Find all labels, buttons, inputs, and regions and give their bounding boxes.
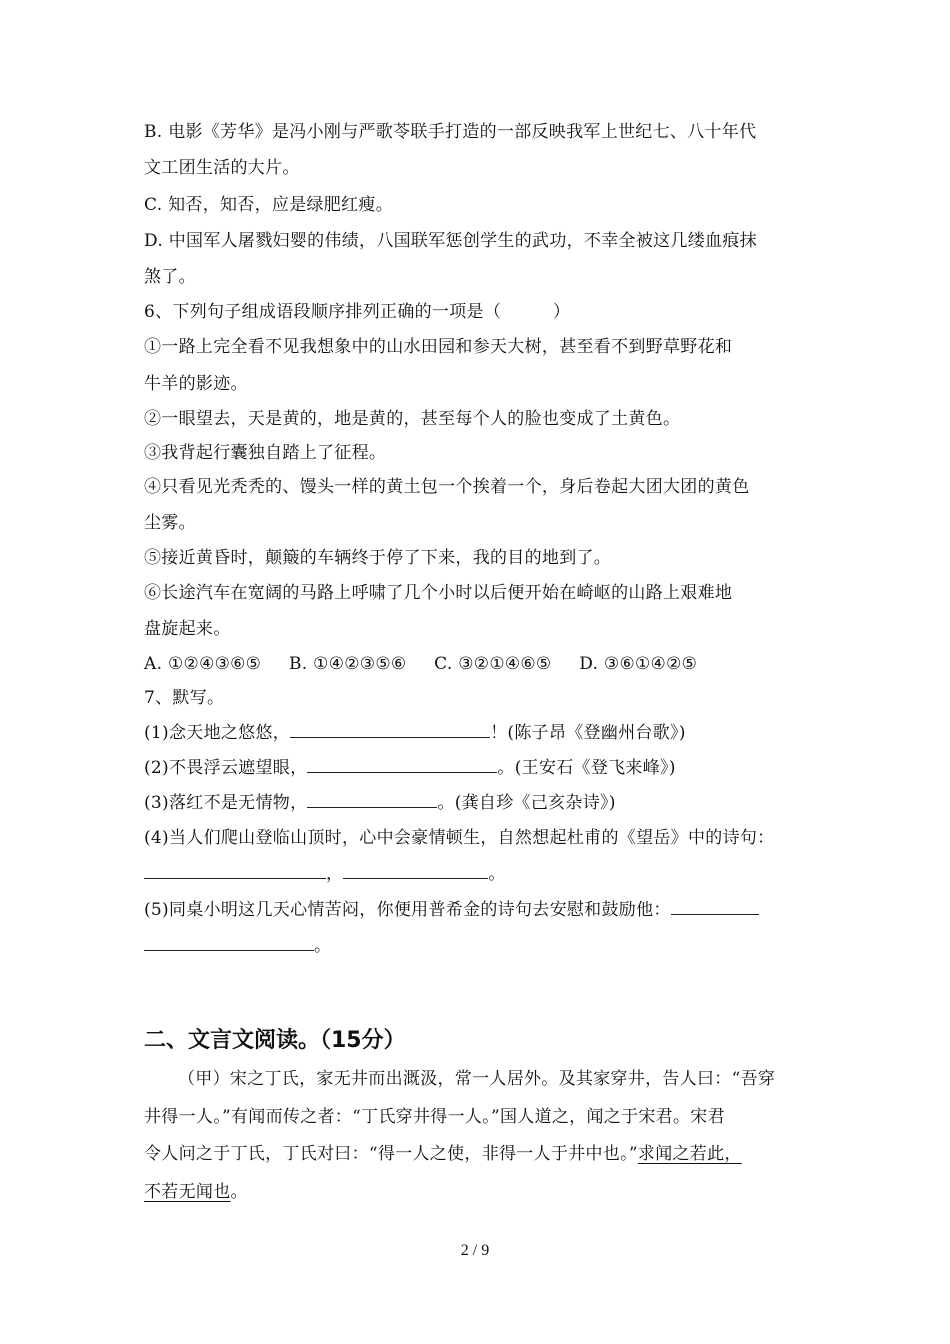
dictation-5	[144, 898, 809, 922]
sentence-1-line-2: 牛羊的影迹。	[144, 374, 248, 394]
dictation-2-blank[interactable]	[307, 756, 497, 773]
dictation-2-prompt: (2)不畏浮云遮望眼，	[144, 758, 308, 778]
dictation-2-source: 。(王安石《登飞来峰》)	[497, 758, 676, 778]
underlined-sentence-part-2: 不若无闻也	[144, 1182, 231, 1202]
dictation-4-answer	[144, 862, 809, 886]
option-c: C. 知否，知否，应是绿肥红瘦。	[144, 195, 394, 215]
option-b-line-2: 文工团生活的大片。	[144, 158, 300, 178]
dictation-3-prompt: (3)落红不是无情物，	[144, 793, 308, 813]
dictation-5-prompt: (5)同桌小明这几天心情苦闷，你便用普希金的诗句去安慰和鼓励他：	[144, 900, 671, 920]
passage-line-3	[144, 1142, 809, 1166]
dictation-2	[144, 756, 809, 780]
dictation-4-blank-1[interactable]	[144, 862, 326, 879]
sentence-6-line-1: ⑥长途汽车在宽阔的马路上呼啸了几个小时以后便开始在崎岖的山路上艰难地	[144, 583, 733, 603]
dictation-3-source: 。(龚自珍《己亥杂诗》)	[437, 793, 616, 813]
option-a[interactable]: A. ①②④③⑥⑤	[144, 654, 262, 674]
option-b-line-1: B. 电影《芳华》是冯小刚与严歌苓联手打造的一部反映我军上世纪七、八十年代	[144, 122, 757, 142]
dictation-4: (4)当人们爬山登临山顶时，心中会豪情顿生，自然想起杜甫的《望岳》中的诗句：	[144, 828, 775, 848]
passage-line-4	[144, 1180, 809, 1204]
sentence-1-line-1: ①一路上完全看不见我想象中的山水田园和参天大树，甚至看不到野草野花和	[144, 337, 733, 357]
section-2-title: 二、文言文阅读。（15分）	[144, 1028, 406, 1053]
dictation-4-blank-2[interactable]	[343, 862, 488, 879]
option-b[interactable]: B. ①④②③⑤⑥	[288, 654, 407, 674]
dictation-4-end: 。	[488, 864, 506, 884]
option-d-line-2: 煞了。	[144, 267, 196, 287]
dictation-1-blank[interactable]	[290, 721, 490, 738]
sentence-5: ⑤接近黄昏时，颠簸的车辆终于停了下来，我的目的地到了。	[144, 548, 612, 568]
passage-line-3-text: 令人问之于丁氏，丁氏对曰：“得一人之使，非得一人于井中也。”	[144, 1144, 638, 1164]
dictation-1	[144, 721, 809, 745]
dictation-5-answer	[144, 934, 809, 958]
page-number: 2 / 9	[460, 1242, 490, 1259]
sentence-4-line-1: ④只看见光秃秃的、馒头一样的黄土包一个挨着一个，身后卷起大团大团的黄色	[144, 477, 750, 497]
dictation-5-end: 。	[314, 936, 332, 956]
passage-line-2: 井得一人。”有闻而传之者：“丁氏穿井得一人。”国人道之，闻之于宋君。宋君	[144, 1107, 725, 1127]
dictation-1-source: ！(陈子昂《登幽州台歌》)	[490, 723, 686, 743]
dictation-1-prompt: (1)念天地之悠悠，	[144, 723, 291, 743]
sentence-4-line-2: 尘雾。	[144, 513, 196, 533]
option-d-line-1: D. 中国军人屠戮妇婴的伟绩，八国联军惩创学生的武功，不幸全被这几缕血痕抹	[144, 231, 757, 251]
underlined-sentence-part-1: 求闻之若此，	[637, 1144, 742, 1164]
dictation-5-blank-1[interactable]	[671, 898, 759, 915]
dictation-4-comma: ，	[326, 864, 344, 884]
sentence-6-line-2: 盘旋起来。	[144, 619, 231, 639]
dictation-3-blank[interactable]	[307, 791, 437, 808]
dictation-3	[144, 791, 809, 815]
sentence-3: ③我背起行囊独自踏上了征程。	[144, 443, 387, 463]
question-6-options	[144, 652, 809, 676]
sentence-2: ②一眼望去，天是黄的，地是黄的，甚至每个人的脸也变成了土黄色。	[144, 409, 681, 429]
question-7-stem: 7、默写。	[144, 688, 225, 708]
passage-line-4-end: 。	[230, 1182, 248, 1202]
passage-line-1: （甲）宋之丁氏，家无井而出溉汲，常一人居外。及其家穿井，告人曰：“吾穿	[178, 1069, 776, 1089]
question-6-stem: 6、下列句子组成语段顺序排列正确的一项是（ ）	[144, 302, 571, 322]
option-d[interactable]: D. ③⑥①④②⑤	[579, 654, 698, 674]
option-c[interactable]: C. ③②①④⑥⑤	[434, 654, 552, 674]
dictation-5-blank-2[interactable]	[144, 934, 314, 951]
